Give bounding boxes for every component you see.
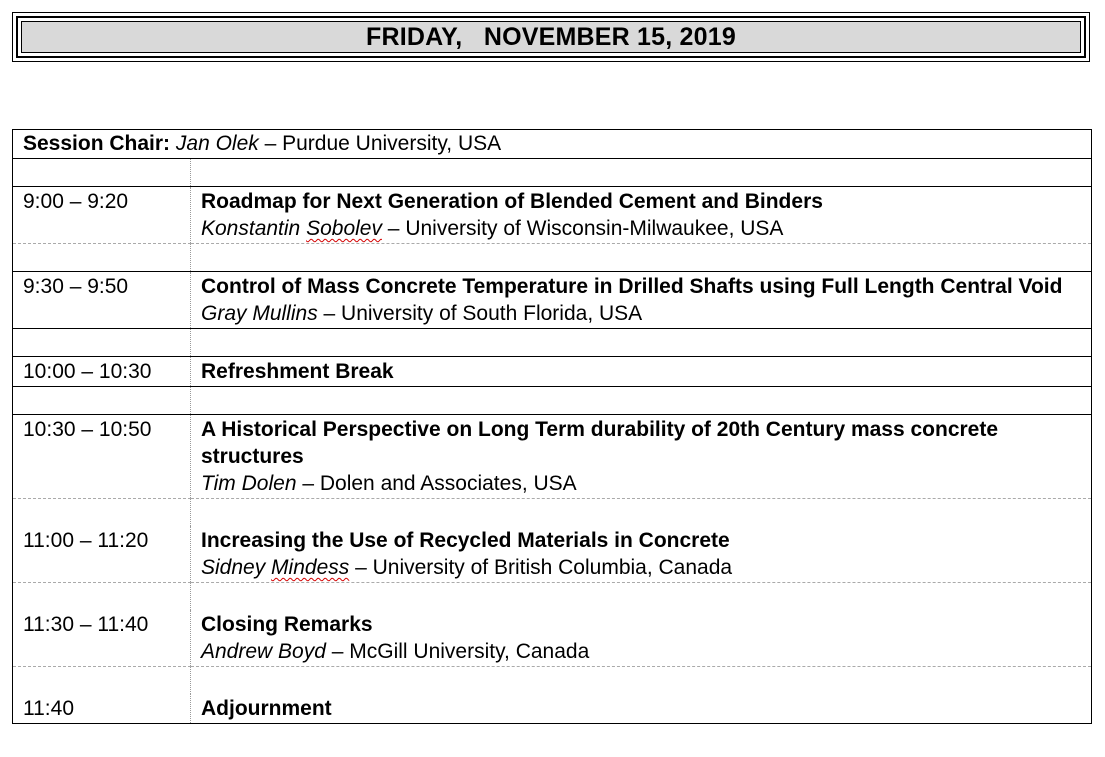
slot-speaker-first: Sidney: [201, 556, 272, 579]
slot-time: 11:30 – 11:40: [13, 610, 191, 667]
slot-talk: [191, 272, 1092, 329]
spacer-row: [13, 499, 1092, 527]
table-row: [13, 526, 1092, 583]
slot-affiliation: – Dolen and Associates, USA: [296, 472, 577, 495]
table-row: [13, 415, 1092, 499]
slot-title: A Historical Perspective on Long Term durability of 20th Century mass concrete structures: [201, 418, 999, 468]
slot-speaker-line: [201, 638, 1081, 665]
date-banner-title: FRIDAY, NOVEMBER 15, 2019: [21, 21, 1081, 53]
date-banner: [12, 12, 1090, 62]
slot-time: 11:40: [13, 694, 191, 724]
slot-talk: [191, 415, 1092, 499]
spacer-row: [13, 667, 1092, 695]
spacer-row: [13, 244, 1092, 272]
slot-speaker-last: Sobolev: [306, 217, 382, 240]
slot-talk: [191, 526, 1092, 583]
slot-talk: [191, 357, 1092, 387]
slot-talk: [191, 694, 1092, 724]
slot-speaker-first: Gray Mullins: [201, 302, 318, 325]
slot-speaker-line: [201, 554, 1081, 581]
slot-speaker-first: Konstantin: [201, 217, 307, 240]
slot-speaker-line: [201, 470, 1081, 497]
slot-affiliation: – University of South Florida, USA: [317, 302, 643, 325]
table-row: [13, 187, 1092, 244]
slot-talk: [191, 610, 1092, 667]
spacer-row: [13, 387, 1092, 415]
slot-speaker-line: [201, 215, 1081, 242]
slot-speaker-line: [201, 300, 1081, 327]
spacer-row: [13, 583, 1092, 611]
date-banner-inner: [16, 16, 1086, 58]
session-chair-cell: [13, 130, 1092, 159]
slot-speaker-first: Tim Dolen: [201, 472, 297, 495]
slot-time: 10:00 – 10:30: [13, 357, 191, 387]
slot-time: 9:00 – 9:20: [13, 187, 191, 244]
spacer-row: [13, 329, 1092, 357]
slot-time: 10:30 – 10:50: [13, 415, 191, 499]
slot-title: Roadmap for Next Generation of Blended Cement and Binders: [201, 190, 823, 213]
session-chair-affiliation: – Purdue University, USA: [258, 132, 502, 155]
session-chair-label: Session Chair:: [23, 132, 171, 155]
slot-affiliation: – University of Wisconsin-Milwaukee, USA: [381, 217, 784, 240]
table-row: [13, 272, 1092, 329]
slot-talk: [191, 187, 1092, 244]
session-chair-name: Jan Olek: [175, 132, 259, 155]
slot-affiliation: – McGill University, Canada: [325, 640, 590, 663]
slot-affiliation: – University of British Columbia, Canada: [349, 556, 733, 579]
spacer-row: [13, 159, 1092, 187]
slot-title: Increasing the Use of Recycled Materials in Concrete: [201, 529, 730, 552]
table-row: [13, 694, 1092, 724]
slot-title: Adjournment: [201, 697, 332, 720]
schedule-table: [12, 129, 1092, 724]
slot-title: Control of Mass Concrete Temperature in Drilled Shafts using Full Length Central Void: [201, 275, 1063, 298]
session-chair-row: [13, 130, 1092, 159]
slot-speaker-first: Andrew Boyd: [201, 640, 326, 663]
slot-title: Closing Remarks: [201, 613, 373, 636]
table-row: [13, 610, 1092, 667]
slot-time: 9:30 – 9:50: [13, 272, 191, 329]
slot-speaker-last: Mindess: [271, 556, 350, 579]
slot-time: 11:00 – 11:20: [13, 526, 191, 583]
table-row: [13, 357, 1092, 387]
slot-title: Refreshment Break: [201, 360, 394, 383]
